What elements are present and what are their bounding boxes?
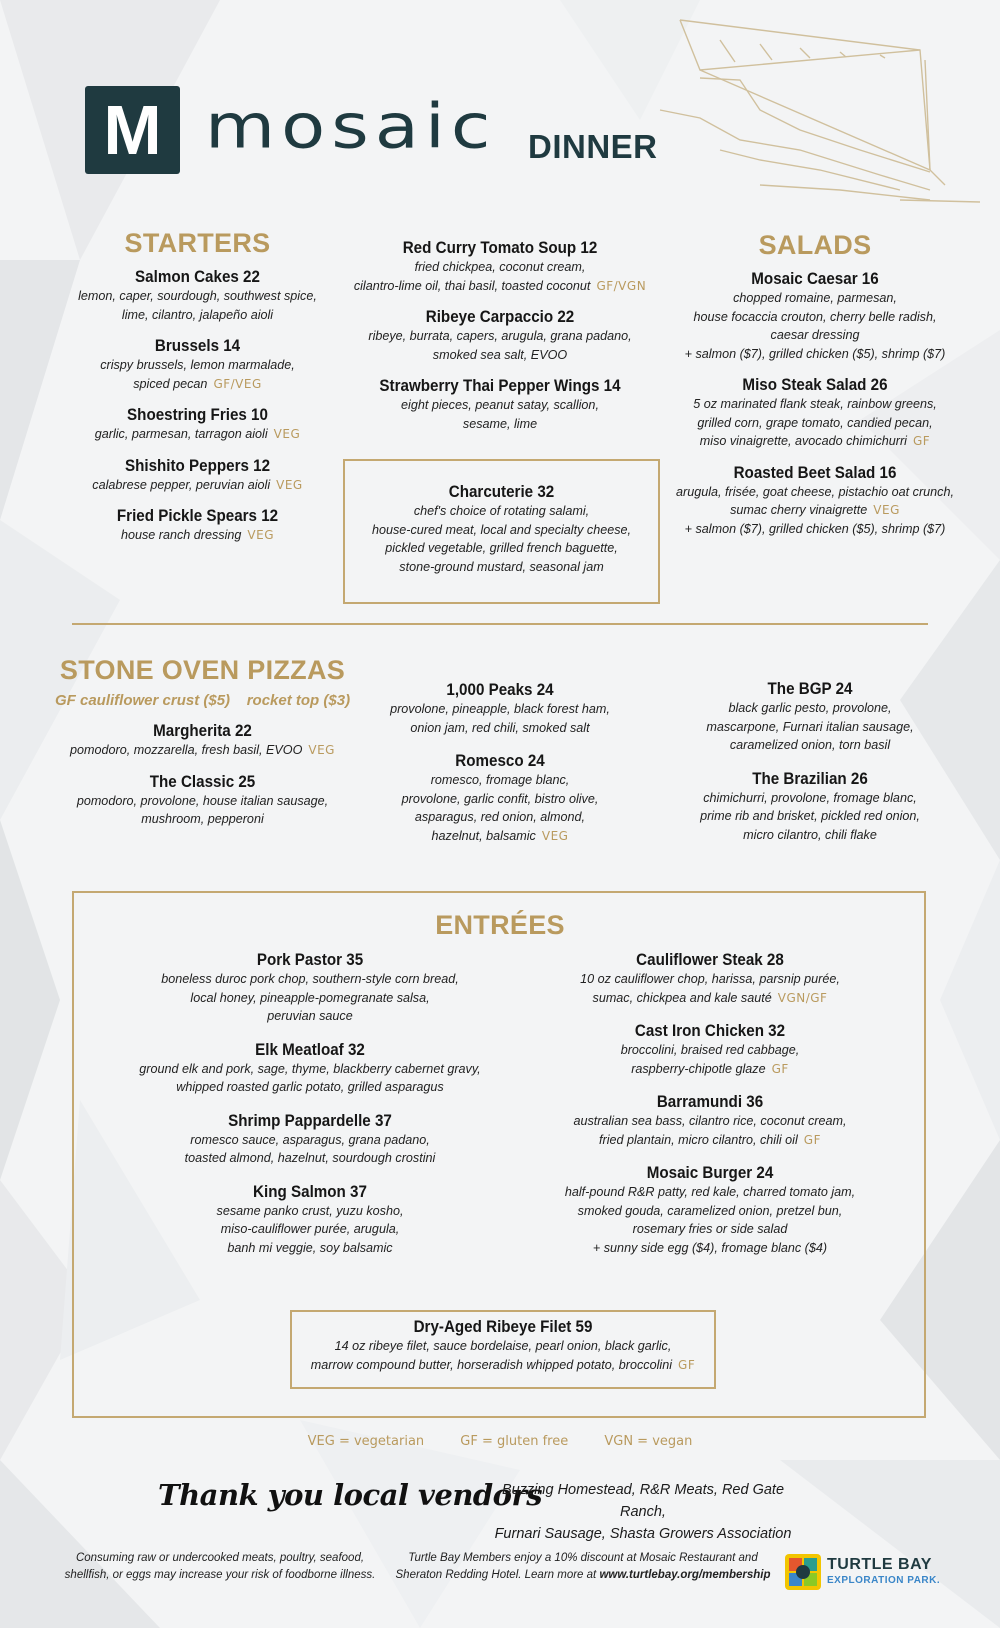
menu-item-description-text: romesco, fromage blanc, provolone, garlic confit, bistro olive, asparagus, red onion, almond, hazelnut, balsamic <box>401 773 599 843</box>
menu-item-description <box>60 526 335 545</box>
menu-item <box>120 1111 500 1168</box>
menu-item-description <box>660 289 970 363</box>
menu-item-description <box>55 792 350 829</box>
starters-section <box>60 228 335 557</box>
pizza-options: GF cauliflower crust ($5) rocket top ($3) <box>55 692 351 709</box>
menu-item-name: Pork Pastor 35 <box>256 951 364 969</box>
menu-item-description <box>335 327 665 364</box>
menu-item-description-text: romesco sauce, asparagus, grana padano, toasted almond, hazelnut, sourdough crostini <box>184 1132 436 1165</box>
menu-item-name: King Salmon 37 <box>253 1182 367 1201</box>
menu-item-name: The Brazilian 26 <box>752 769 868 788</box>
salads-section <box>660 230 970 550</box>
menu-item-description-text: chopped romaine, parmesan, house focaccia crouton, cherry belle radish, caesar dressing + salmon ($7), grilled chicken ($5), shrimp ($7) <box>684 291 946 361</box>
diet-tag: VEG <box>541 828 569 843</box>
pizza-col3-section <box>660 679 960 858</box>
pizzas-title: STONE OVEN PIZZAS <box>59 655 346 685</box>
menu-item-name: 1,000 Peaks 24 <box>446 681 554 699</box>
diet-tag: GF <box>912 434 931 448</box>
diet-tag: VEG <box>247 528 274 542</box>
menu-item-name: Shoestring Fries 10 <box>127 406 268 424</box>
menu-item <box>335 307 665 364</box>
menu-item-description-text: lemon, caper, sourdough, southwest spice, lime, cilantro, jalapeño aioli <box>78 289 317 322</box>
menu-item <box>120 950 500 1026</box>
menu-item-name: Shishito Peppers 12 <box>124 456 271 475</box>
diet-tag: GF <box>771 1061 789 1076</box>
menu-item-description <box>335 396 665 433</box>
menu-item-description <box>120 1131 500 1168</box>
menu-item <box>120 1040 500 1097</box>
membership-text: Turtle Bay Members enjoy a 10% discount at Mosaic Restaurant and Sheraton Redding Hotel. Learn more at <box>395 1552 758 1581</box>
featured-item-name: Charcuterie 32 <box>448 483 555 501</box>
menu-item-description <box>540 1112 880 1149</box>
menu-item-name: The BGP 24 <box>767 680 853 698</box>
pizzas-section <box>55 655 350 841</box>
menu-item <box>60 456 335 495</box>
menu-item <box>60 506 335 545</box>
legend-gf: GF = gluten free <box>460 1434 569 1449</box>
menu-item <box>540 1021 880 1078</box>
menu-item <box>375 751 625 845</box>
membership-link[interactable]: www.turtlebay.org/membership <box>599 1569 771 1581</box>
menu-item-description <box>120 1060 500 1097</box>
menu-item-description <box>120 1202 500 1258</box>
salads-list <box>660 269 970 538</box>
partner-subtitle: EXPLORATION PARK. <box>827 1575 941 1586</box>
menu-item-name: Romesco 24 <box>455 752 545 770</box>
menu-item-description <box>60 356 335 393</box>
menu-item-description-text: 10 oz cauliflower chop, harissa, parsnip purée, sumac, chickpea and kale sauté <box>580 972 840 1005</box>
menu-item-name: Salmon Cakes 22 <box>135 268 260 286</box>
menu-item <box>540 950 880 1007</box>
menu-item-name: Elk Meatloaf 32 <box>255 1040 365 1059</box>
featured-item-description-text: 14 oz ribeye filet, sauce bordelaise, pearl onion, black garlic, marrow compound butter, horseradish whipped potato, broccolini <box>310 1339 673 1372</box>
menu-item-description <box>540 1183 880 1257</box>
menu-item-description <box>335 258 665 295</box>
menu-item-description-text: house ranch dressing <box>120 528 242 542</box>
menu-item-addons: + salmon ($7), grilled chicken ($5), shrimp ($7) <box>684 521 946 536</box>
menu-item-description <box>540 1041 880 1078</box>
menu-item-description-text: crispy brussels, lemon marmalade, spiced pecan <box>100 358 295 391</box>
menu-item-description <box>60 425 335 444</box>
pizza-col2-section <box>375 680 625 859</box>
menu-item-description-text: fried chickpea, coconut cream, cilantro-lime oil, thai basil, toasted coconut <box>353 260 591 293</box>
menu-item-description-text: pomodoro, mozzarella, fresh basil, EVOO <box>70 743 303 757</box>
partner-name: TURTLE BAY <box>827 1556 932 1573</box>
menu-item <box>660 769 960 845</box>
menu-item-name: Brussels 14 <box>154 337 241 355</box>
food-disclaimer: Consuming raw or undercooked meats, poultry, seafood, shellfish, or eggs may increase your risk of foodborne illness. <box>64 1552 376 1581</box>
menu-item-description-text: sesame panko crust, yuzu kosho, miso-cauliflower purée, arugula, banh mi veggie, soy balsamic <box>216 1203 404 1255</box>
menu-item-name: Barramundi 36 <box>656 1093 764 1111</box>
menu-item-description-text: 5 oz marinated flank steak, rainbow greens, grilled corn, grape tomato, candied pecan, miso vinaigrette, avocado chimichurri <box>693 397 937 448</box>
turtle-bay-icon <box>785 1554 821 1590</box>
brand-name: mosaic <box>205 90 497 162</box>
menu-item-description-text: black garlic pesto, provolone, mascarpone, Furnari italian sausage, caramelized onion, torn basil <box>706 701 914 752</box>
menu-item <box>660 269 970 363</box>
menu-item-description <box>120 970 500 1026</box>
middle-section <box>335 238 665 445</box>
pizza-col1 <box>55 721 350 829</box>
menu-item-description <box>660 395 970 451</box>
ribeye-featured <box>290 1317 716 1374</box>
diet-tag: VEG <box>873 503 900 517</box>
menu-item-description <box>660 699 960 755</box>
featured-item-description-text: chef's choice of rotating salami, house-cured meat, local and specialty cheese, pickled vegetable, grilled french baguette, stone-ground mustard, seasonal jam <box>371 504 632 574</box>
menu-item <box>335 238 665 295</box>
menu-item-name: Ribeye Carpaccio 22 <box>425 308 575 326</box>
menu-item-description-text: provolone, pineapple, black forest ham, onion jam, red chili, smoked salt <box>390 702 610 735</box>
pizza-col2 <box>375 680 625 845</box>
legend-vgn: VGN = vegan <box>604 1434 693 1449</box>
featured-item-name: Dry-Aged Ribeye Filet 59 <box>413 1318 593 1336</box>
menu-item-name: Red Curry Tomato Soup 12 <box>402 239 598 257</box>
featured-item-description <box>290 1337 716 1374</box>
menu-item <box>660 463 970 539</box>
section-divider <box>72 623 928 625</box>
menu-item-description-text: calabrese pepper, peruvian aioli <box>92 477 271 492</box>
entrees-left <box>120 950 500 1271</box>
menu-item-description-text: half-pound R&R patty, red kale, charred tomato jam, smoked gouda, caramelized onion, pretzel bun, rosemary fries or side salad + sunny side egg ($4), fromage blanc ($4) <box>564 1185 856 1255</box>
menu-item-description <box>60 476 335 495</box>
membership-note <box>388 1550 778 1584</box>
logo-letter: M <box>103 91 162 169</box>
menu-item-name: Miso Steak Salad 26 <box>742 376 888 394</box>
menu-item-description-text: australian sea bass, cilantro rice, coconut cream, fried plantain, micro cilantro, chili oil <box>573 1114 847 1147</box>
diet-tag: VGN/GF <box>777 990 828 1005</box>
salads-title: SALADS <box>758 230 872 260</box>
diet-tag: GF <box>803 1132 821 1147</box>
featured-item-description <box>343 502 660 576</box>
menu-item-name: Mosaic Caesar 16 <box>751 270 879 288</box>
starters-list <box>60 267 335 545</box>
menu-item-description <box>540 970 880 1007</box>
menu-item-name: Fried Pickle Spears 12 <box>116 507 279 525</box>
menu-item <box>540 1163 880 1257</box>
pizza-col3 <box>660 679 960 844</box>
entrees-right <box>540 950 880 1271</box>
menu-item-description <box>375 771 625 845</box>
menu-item-description <box>660 789 960 845</box>
diet-legend <box>0 1434 1000 1449</box>
menu-item <box>375 680 625 737</box>
menu-item-name: Shrimp Pappardelle 37 <box>228 1111 392 1130</box>
legend-veg: VEG = vegetarian <box>307 1434 425 1449</box>
charcuterie-featured <box>343 482 660 576</box>
diet-tag: GF/VEG <box>213 376 262 391</box>
menu-item-description-text: eight pieces, peanut satay, scallion, sesame, lime <box>401 398 599 431</box>
menu-item-name: The Classic 25 <box>149 772 256 791</box>
menu-item-description-text: ground elk and pork, sage, thyme, blackberry cabernet gravy, whipped roasted garlic potato, grilled asparagus <box>139 1061 481 1094</box>
vendors-thanks: Thank you local vendors <box>158 1478 543 1512</box>
menu-item-description-text: garlic, parmesan, tarragon aioli <box>94 427 268 441</box>
entrees-title: ENTRÉES <box>435 910 565 940</box>
starters-title: STARTERS <box>124 228 271 258</box>
vendors-list: Buzzing Homestead, R&R Meats, Red Gate Ranch, Furnari Sausage, Shasta Growers Association <box>494 1482 792 1542</box>
menu-item <box>55 772 350 829</box>
menu-item-description-text: ribeye, burrata, capers, arugula, grana padano, smoked sea salt, EVOO <box>368 329 632 362</box>
menu-item-name: Strawberry Thai Pepper Wings 14 <box>379 377 621 395</box>
menu-item <box>120 1182 500 1258</box>
logo-badge <box>85 86 180 174</box>
menu-item-description-text: broccolini, braised red cabbage, raspberry-chipotle glaze <box>620 1043 800 1076</box>
menu-item-description <box>60 287 335 324</box>
diet-tag: GF/VGN <box>596 278 647 293</box>
menu-type: DINNER <box>528 128 658 165</box>
menu-item <box>660 679 960 755</box>
menu-item-name: Cast Iron Chicken 32 <box>634 1022 786 1040</box>
menu-item-description <box>375 700 625 737</box>
menu-item-description-text: boneless duroc pork chop, southern-style corn bread, local honey, pineapple-pomegranate salsa, peruvian sauce <box>161 972 459 1023</box>
menu-item <box>660 375 970 451</box>
menu-item <box>60 267 335 324</box>
diet-tag: VEG <box>276 477 303 492</box>
menu-item-description <box>660 483 970 520</box>
menu-item-name: Cauliflower Steak 28 <box>636 951 784 969</box>
menu-item-name: Margherita 22 <box>153 722 252 740</box>
menu-item-name: Roasted Beet Salad 16 <box>733 463 897 482</box>
menu-item <box>55 721 350 760</box>
menu-item-description <box>55 741 350 760</box>
diet-tag: VEG <box>273 427 301 441</box>
menu-item <box>60 405 335 444</box>
diet-tag: GF <box>678 1357 696 1372</box>
menu-item-description-text: chimichurri, provolone, fromage blanc, prime rib and brisket, pickled red onion, micro cilantro, chili flake <box>700 790 920 842</box>
menu-item <box>60 336 335 393</box>
middle-list <box>335 238 665 433</box>
diet-tag: VEG <box>308 743 335 757</box>
menu-item-description-text: pomodoro, provolone, house italian sausage, mushroom, pepperoni <box>76 793 329 826</box>
menu-item-description-text: arugula, frisée, goat cheese, pistachio oat crunch, sumac cherry vinaigrette <box>676 484 954 517</box>
menu-item-name: Mosaic Burger 24 <box>646 1164 774 1182</box>
menu-item <box>335 376 665 433</box>
menu-item <box>540 1092 880 1149</box>
turtle-bay-logo <box>785 1554 965 1594</box>
